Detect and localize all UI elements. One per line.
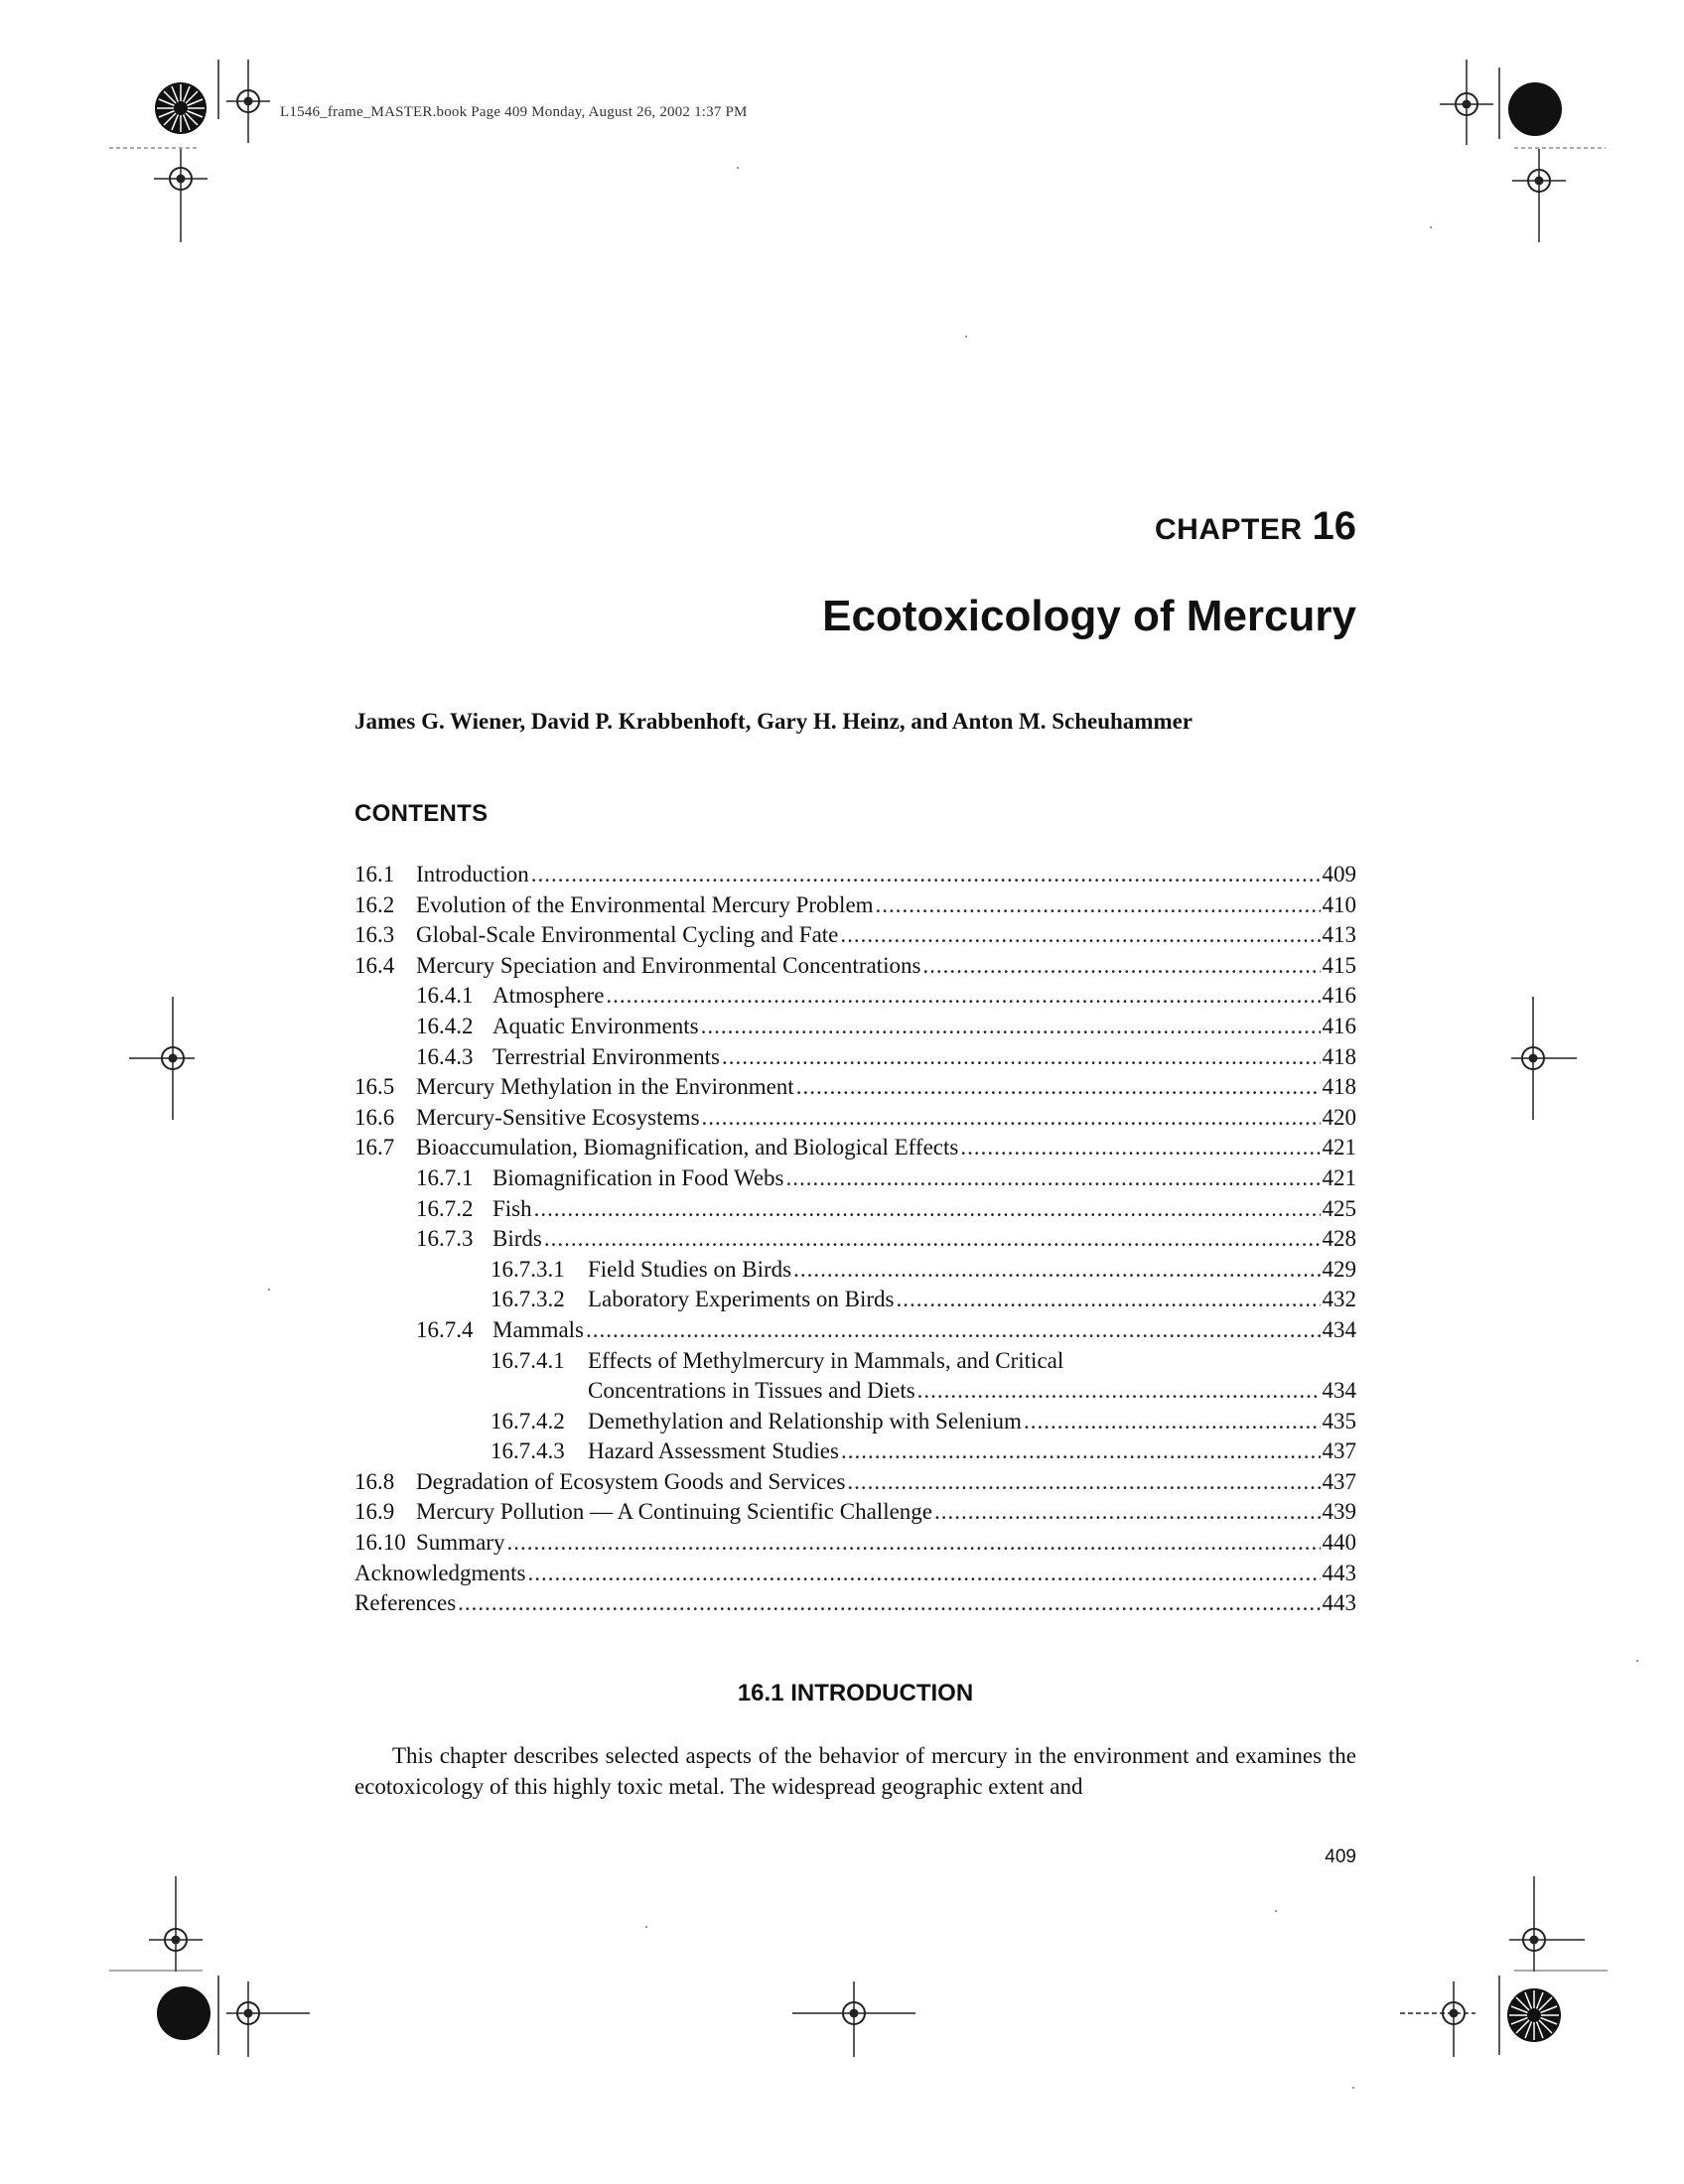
toc-entry: 16.4.1 Atmosphere ..... 416 [354, 981, 1356, 1012]
toc-entry: 16.7.4 Mammals ..... 434 [354, 1315, 1356, 1346]
toc-entry-continuation: Concentrations in Tissues and Diets ..... 434 [354, 1376, 1356, 1407]
registration-crosshair-icon [154, 149, 208, 242]
toc-entry: References ..... 443 [354, 1588, 1356, 1619]
page-number: 409 [1325, 1846, 1356, 1867]
registration-crosshair-icon [149, 1876, 203, 1972]
chapter-word: CHAPTER [1154, 513, 1303, 546]
registration-crosshair-icon [792, 1981, 915, 2057]
body-paragraph: This chapter describes selected aspects of the behavior of mercury in the environment and examines the ecotoxicology of this highly toxic metal. The widespread geographic extent and [354, 1743, 1356, 1799]
registration-dot-icon [156, 1985, 211, 2041]
scan-speck [645, 1926, 647, 1928]
registration-crosshair-icon [1440, 60, 1493, 145]
toc-entry: 16.8 Degradation of Ecosystem Goods and Services ..... 437 [354, 1467, 1356, 1498]
print-slug-line: L1546_frame_MASTER.book Page 409 Monday, August 26, 2002 1:37 PM [280, 104, 748, 120]
registration-crosshair-icon [1400, 1981, 1475, 2057]
toc-entry: 16.10 Summary ..... 440 [354, 1528, 1356, 1559]
vertical-trim-line [217, 1976, 219, 2055]
registration-dot-icon [1507, 81, 1563, 137]
scan-speck [1275, 1910, 1277, 1912]
scan-speck [268, 1289, 270, 1291]
registration-crosshair-icon [1509, 1876, 1585, 1972]
toc-entry: 16.7.4.2 Demethylation and Relationship with Selenium ..... 435 [354, 1407, 1356, 1437]
toc-entry: 16.4 Mercury Speciation and Environmental Concentrations ..... 415 [354, 951, 1356, 982]
scan-speck [1636, 1660, 1638, 1662]
toc-entry: 16.9 Mercury Pollution — A Continuing Scientific Challenge ..... 439 [354, 1497, 1356, 1528]
chapter-title: Ecotoxicology of Mercury [822, 592, 1356, 640]
toc-entry: 16.7.4.1 Effects of Methylmercury in Mammals, and Critical [491, 1347, 1064, 1373]
contents-heading: CONTENTS [354, 800, 489, 827]
scan-speck [1430, 226, 1432, 228]
vertical-trim-line [217, 60, 219, 119]
toc-entry: 16.7 Bioaccumulation, Biomagnification, and Biological Effects ..... 421 [354, 1133, 1356, 1163]
horizontal-trim-line [109, 147, 199, 149]
toc-entry: 16.1 Introduction ..... 409 [354, 860, 1356, 890]
author-list: James G. Wiener, David P. Krabbenhoft, Gary H. Heinz, and Anton M. Scheuhammer [354, 709, 1193, 734]
chapter-number: 16 [1312, 504, 1356, 548]
vertical-trim-line [1498, 68, 1500, 139]
toc-entry: 16.7.3 Birds ..... 428 [354, 1224, 1356, 1255]
toc-entry: 16.4.2 Aquatic Environments ..... 416 [354, 1012, 1356, 1042]
horizontal-trim-line [1514, 1970, 1608, 1972]
chapter-label [1155, 504, 1356, 549]
toc-entry: 16.5 Mercury Methylation in the Environment ..... 418 [354, 1072, 1356, 1103]
registration-crosshair-icon [1512, 149, 1566, 242]
registration-crosshair-icon [226, 60, 270, 143]
registration-crosshair-icon [129, 997, 195, 1120]
vertical-trim-line [1498, 1976, 1500, 2055]
scan-speck [965, 336, 967, 338]
scan-speck [737, 167, 739, 169]
toc-entry: 16.7.3.1 Field Studies on Birds ..... 429 [354, 1255, 1356, 1286]
toc-entry: 16.7.1 Biomagnification in Food Webs ..... 421 [354, 1163, 1356, 1194]
section-heading: 16.1 INTRODUCTION [737, 1680, 974, 1706]
horizontal-trim-line [109, 1970, 203, 1972]
registration-sunburst-icon [1506, 1987, 1562, 2043]
toc-entry: 16.7.2 Fish ..... 425 [354, 1194, 1356, 1225]
registration-sunburst-icon [154, 81, 208, 135]
toc-entry: 16.4.3 Terrestrial Environments ..... 418 [354, 1042, 1356, 1073]
toc-entry: 16.2 Evolution of the Environmental Mercury Problem ..... 410 [354, 890, 1356, 921]
toc-entry: 16.7.3.2 Laboratory Experiments on Birds ..... 432 [354, 1285, 1356, 1315]
scan-speck [1352, 2087, 1354, 2089]
registration-crosshair-icon [1511, 997, 1577, 1120]
horizontal-trim-line [1514, 147, 1606, 149]
table-of-contents [354, 860, 1356, 1619]
toc-entry: 16.6 Mercury-Sensitive Ecosystems ..... 420 [354, 1103, 1356, 1134]
toc-entry: 16.3 Global-Scale Environmental Cycling and Fate ..... 413 [354, 920, 1356, 951]
toc-entry: Acknowledgments ..... 443 [354, 1559, 1356, 1589]
registration-crosshair-icon [226, 1981, 310, 2057]
toc-entry: 16.7.4.3 Hazard Assessment Studies ..... 437 [354, 1436, 1356, 1467]
